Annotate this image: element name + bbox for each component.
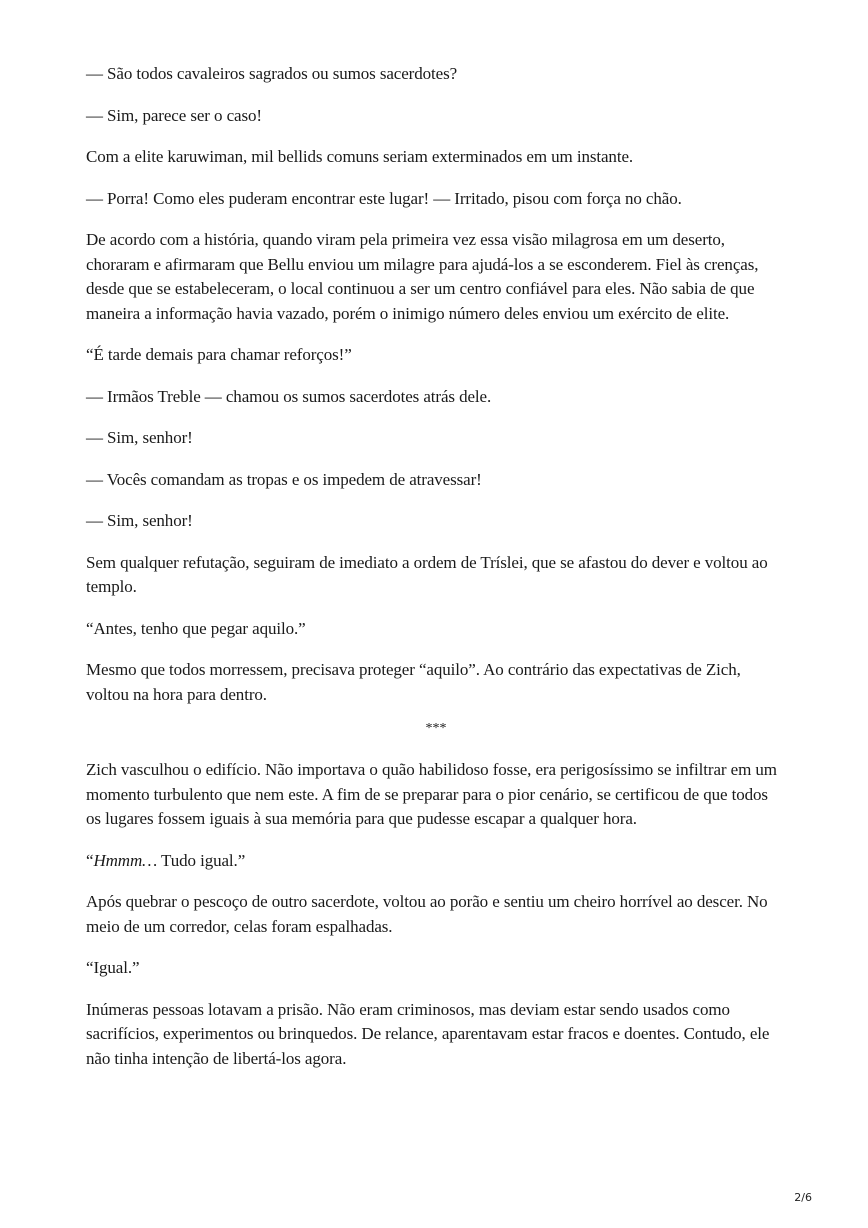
paragraph: Após quebrar o pescoço de outro sacerdote, voltou ao porão e sentiu um cheiro horrível ao descer. No meio de um corredor, celas foram espalhadas.: [86, 892, 768, 936]
text-block-c: [86, 890, 786, 1071]
paragraph: “Igual.”: [86, 958, 140, 977]
paragraph-hmm: [86, 849, 786, 874]
quote-open: “: [86, 850, 94, 870]
paragraph: Inúmeras pessoas lotavam a prisão. Não eram criminosos, mas deviam estar sendo usados como sacrifícios, experimentos ou brinquedos. De relance, aparentavam estar fracos e doentes. Contudo, ele não tinha intenção de libertá-los agora.: [86, 999, 770, 1068]
paragraph: — Porra! Como eles puderam encontrar este lugar! — Irritado, pisou com força no chão.: [86, 188, 682, 208]
quote-rest: Tudo igual.”: [157, 850, 246, 870]
paragraph: De acordo com a história, quando viram pela primeira vez essa visão milagrosa em um deserto, choraram e afirmaram que Bellu enviou um milagre para ajudá-los a se esconderem. Fiel às crenças, desde que se estabeleceram, o local continuou a ser um centro confiável para eles. Não sabia de que maneira a informação havia vazado, porém o inimigo número deles enviou um exército de elite.: [86, 230, 759, 323]
paragraph: “É tarde demais para chamar reforços!”: [86, 345, 352, 364]
paragraph: Sem qualquer refutação, seguiram de imediato a ordem de Tríslei, que se afastou do dever e voltou ao templo.: [86, 552, 768, 596]
paragraph: “Antes, tenho que pegar aquilo.”: [86, 618, 306, 638]
paragraph: — Vocês comandam as tropas e os impedem de atravessar!: [86, 469, 482, 489]
text-block-a: [86, 62, 786, 707]
document-page: [86, 62, 786, 1088]
page-number: 2/6: [794, 1191, 812, 1204]
paragraph: — São todos cavaleiros sagrados ou sumos sacerdotes?: [86, 64, 458, 83]
paragraph: Mesmo que todos morressem, precisava proteger “aquilo”. Ao contrário das expectativas de Zich, voltou na hora para dentro.: [86, 660, 741, 704]
paragraph: — Sim, parece ser o caso!: [86, 105, 262, 125]
paragraph: — Sim, senhor!: [86, 511, 193, 530]
paragraph: Com a elite karuwiman, mil bellids comuns seriam exterminados em um instante.: [86, 147, 634, 166]
paragraph: — Sim, senhor!: [86, 428, 193, 447]
paragraph: — Irmãos Treble — chamou os sumos sacerdotes atrás dele.: [86, 386, 492, 406]
paragraph: Zich vasculhou o edifício. Não importava o quão habilidoso fosse, era perigosíssimo se infiltrar em um momento turbulento que nem este. A fim de se preparar para o pior cenário, se certificou de que todos os lugares fossem iguais à sua memória para que pudesse escapar a qualquer hora.: [86, 760, 777, 828]
section-separator: ***: [425, 721, 447, 736]
italic-interjection: Hmmm…: [93, 850, 158, 870]
